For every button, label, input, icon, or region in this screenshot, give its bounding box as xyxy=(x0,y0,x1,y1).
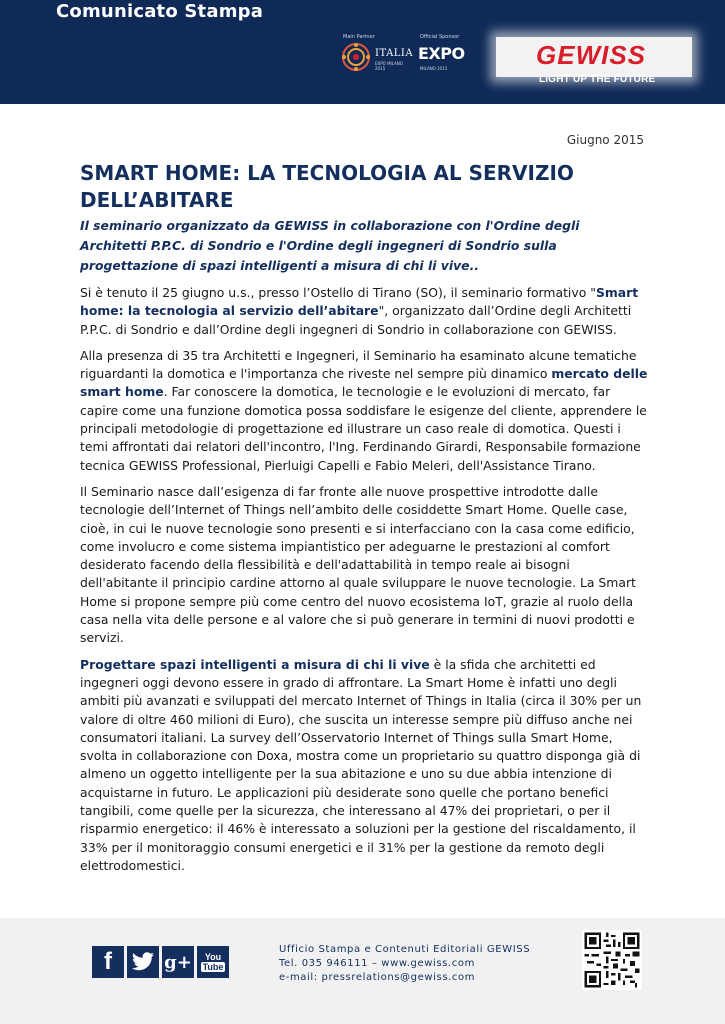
social-links xyxy=(92,946,229,978)
press-release-subtitle: Il seminario organizzato da GEWISS in collaborazione con l'Ordine degli Architetti P.P.C. di Sondrio e l'Ordine degli ingegneri di Sondrio sulla progettazione di spazi intelligenti a misura di chi li vive.. xyxy=(80,218,580,273)
press-release-title: SMART HOME: LA TECNOLOGIA AL SERVIZIO DELL’ABITARE xyxy=(80,161,574,212)
paragraph-2: Alla presenza di 35 tra Architetti e Ingegneri, il Seminario ha esaminato alcune tematiche riguardanti la domotica e l'importanza che riveste nel sempre più dinamico mercato delle smart home. Far conoscere la domotica, le tecnologie e le evoluzioni di mercato, far capire come una funzione domotica possa soddisfare le esigenze del cliente, apprendere le principali metodologie di progettazione ed illustrare un caso reale di domotica. Questi i temi affrontati dai relatori dell'incontro, l'Ing. Ferdinando Girardi, Responsabile formazione tecnica GEWISS Professional, Pierluigi Capelli e Fabio Meleri, dell'Assistance Tirano. xyxy=(80,347,648,473)
press-office-phone-web[interactable]: Tel. 035 946111 – www.gewiss.com xyxy=(279,958,475,969)
expo-2015-logo: Official Sponsor EXPO MILANO 2015 xyxy=(418,34,465,71)
gewiss-logo-box xyxy=(496,37,692,77)
paragraph-4: Progettare spazi intelligenti a misura di chi li vive è la sfida che architetti ed ingegneri oggi devono essere in grado di affrontare. La Smart Home è infatti uno degli ambiti più avanzati e sviluppati del mercato Internet of Things in Italia (circa il 30% per un valore di oltre 460 milioni di Euro), che suscita un interesse sempre più diffuso anche nei consumatori italiani. La survey dell’Osservatorio Internet of Things sulla Smart Home, svolta in collaborazione con Doxa, mostra come un proprietario su quattro disponga già di almeno un oggetto intelligente per la sua abitazione e uno su due abbia intenzione di acquistarne in futuro. Le applicazioni più desiderate sono quelle che portano benefici tangibili, come quelle per la sicurezza, che interessano al 47% dei proprietari, o per il risparmio energetico: il 46% è interessato a soluzioni per la gestione del riscaldamento, il 33% per il monitoraggio consumi energetici e il 31% per la gestione da remoto degli elettrodomestici. xyxy=(80,656,642,873)
header-banner xyxy=(0,0,725,104)
article-body xyxy=(80,284,648,883)
qr-code[interactable] xyxy=(582,930,642,990)
google-plus-icon[interactable]: g+ xyxy=(162,946,194,978)
press-office-name: Ufficio Stampa e Contenuti Editoriali GEWISS xyxy=(279,944,531,955)
qr-code-icon xyxy=(582,930,642,990)
albero-della-vita-icon xyxy=(341,42,371,72)
paragraph-1: Si è tenuto il 25 giugno u.s., presso l’Ostello di Tirano (SO), il seminario formativo "Smart home: la tecnologia al servizio dell’abitare", organizzato dall’Ordine degli Architetti P.P.C. di Sondrio e dall’Ordine degli ingegneri di Sondrio in collaborazione con GEWISS. xyxy=(80,285,639,337)
press-office-email[interactable]: e-mail: pressrelations@gewiss.com xyxy=(279,972,476,983)
padiglione-italia-logo: Main Partner ITALIA EXPO MILANO 2015 xyxy=(343,34,414,71)
facebook-icon[interactable]: f xyxy=(92,946,124,978)
release-date: Giugno 2015 xyxy=(566,133,644,147)
press-office-contacts xyxy=(279,943,530,985)
youtube-icon[interactable]: You Tube xyxy=(197,946,229,978)
twitter-icon[interactable] xyxy=(127,946,159,978)
gewiss-logo: GEWISS xyxy=(536,40,647,70)
document-type-title: Comunicato Stampa xyxy=(56,1,264,22)
brand-tagline: LIGHT UP THE FUTURE xyxy=(539,74,656,85)
paragraph-3: Il Seminario nasce dall’esigenza di far fronte alle nuove prospettive introdotte dalle tecnologie dell’Internet of Things nell’ambito delle cosiddette Smart Home. Quelle case, cioè, in cui le nuove tecnologie sono presenti e si interfacciano con la casa come edificio, come involucro e come sistema impiantistico per adeguarne le prestazioni al comfort desiderato facendo della flessibilità e dell'adattabilità in tempo reale ai bisogni dell'abitante il principio cardine attorno al quale sviluppare le nuove tecnologie. La Smart Home si propone sempre più come centro del nuovo ecosistema IoT, grazie al ruolo della casa nella vita delle persone e al valore che si può generare in termini di nuovi prodotti e servizi. xyxy=(80,483,636,646)
